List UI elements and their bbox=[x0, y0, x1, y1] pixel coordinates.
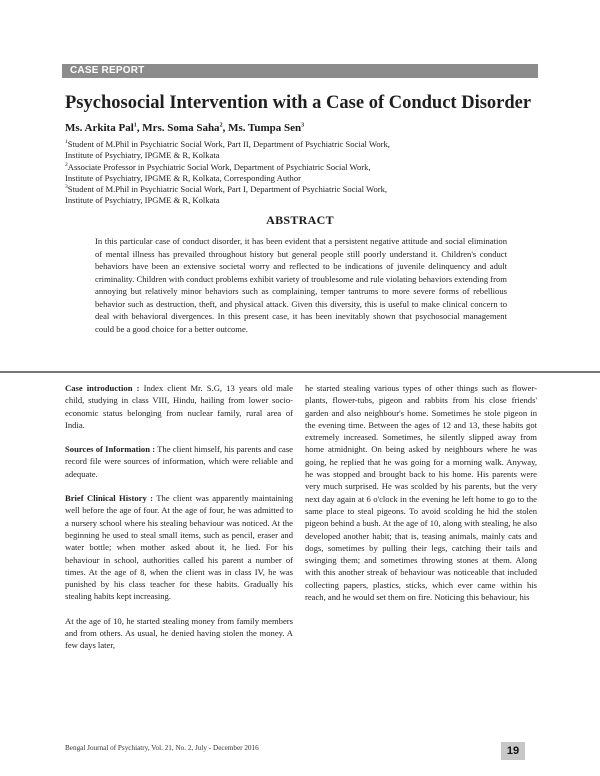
paragraph-heading: Sources of Information : bbox=[65, 444, 156, 455]
body-column-right bbox=[305, 382, 537, 615]
author-sup: 3 bbox=[301, 122, 305, 129]
paragraph: At the age of 10, he started stealing money from family members and from others. As usual, he denied having stolen the money. A few days later, bbox=[65, 615, 293, 651]
abstract-text: In this particular case of conduct disorder, it has been evident that a persistent negative attitude and social elimination of mental illness has prevailed throughout history but general people still poorly understand it. Children's conduct behaviors have been an extensive societal worry and reflected to be indications of juvenile delinquency and adult criminality. Children with conduct problems exhibit variety of troublesome and rule violating behaviors extending from annoying but relatively minor behaviors such as complaining, temper tantrums to more severe forms of rebellious behavior such as destruction, theft, and physical attack. Given this diversity, this is useful to make clinical concern to deal with behavioral divergences. In this present case, it has been inevitably shown that psychosocial management could be a good choice for a better outcome. bbox=[95, 236, 507, 334]
affiliation-3: $^3$Student of M.Phil in Psychiatric Social Work, Part I, Department of Psychiatric Social Work, Institute of Psychiatry, IPGME & R, Kolkata bbox=[65, 184, 388, 206]
abstract-heading: ABSTRACT bbox=[266, 213, 334, 227]
section-label: CASE REPORT bbox=[70, 65, 145, 76]
body-column-left bbox=[65, 382, 293, 664]
paragraph: Brief Clinical History : The client was apparently maintaining well before the age of four. At the age of four, he was admitted to a nursery school where his stealing behaviour was noticed. At the beginning he used to steal small items, such as pencil, eraser and water bottle; when mother asked about it, he lied. For his behaviour in school, authorities called his parent a number of times. At the age of 8, when the client was in class IV, he was punished by his class teacher for these habits. Gradually his stealing habits kept increasing. bbox=[65, 493, 293, 602]
journal-citation: Bengal Journal of Psychiatry, Vol. 21, No. 2, July - December 2016 bbox=[65, 744, 259, 752]
author-sup: 2 bbox=[219, 122, 223, 129]
author-name: Ms. Tumpa Sen bbox=[228, 122, 302, 134]
article-title: Psychosocial Intervention with a Case of Conduct Disorder bbox=[65, 93, 532, 113]
paragraph-heading: Brief Clinical History : bbox=[65, 493, 154, 504]
section-band bbox=[62, 64, 538, 78]
affiliation-2: $^2$Associate Professor in Psychiatric Social Work, Department of Psychiatric Social Work, Institute of Psychiatry, IPGME & R, Kolkata, Corresponding Author bbox=[65, 161, 371, 183]
section-divider bbox=[0, 371, 600, 373]
paragraph: Sources of Information : The client himself, his parents and case record file were sources of information, which were reliable and adequate. bbox=[65, 444, 293, 479]
author-sup: 1 bbox=[133, 122, 137, 129]
author-list: Ms. Arkita Pal$^1$, Mrs. Soma Saha$^2$, Ms. Tumpa Sen$^3$ bbox=[65, 122, 305, 134]
page-number: 19 bbox=[501, 742, 525, 760]
paragraph: he started stealing various types of other things such as flower-plants, flower-tubs, pigeon and rabbits from his close friends' garden and also neighbour's home. Sometimes he stole pigeon in the evening time. Between the ages of 12 and 13, these habits got extremely increased. Sometimes, he silently slipped away from home atmidnight. On being asked by neighbours where he was going, he replied that he was going for a morning walk. Anyway, he was stopped and brought back to his home. His parents were very much surprised. He was scolded by his parents, but the very next day again at 6 o'clock in the evening he left home to go to the same place to steal pigeons. To avoid scolding he hid the stolen pigeon behind a bush. At the age of 10, along with stealing, he also developed another habit; that is, teasing animals, mainly cats and dogs, sometimes by pulling their legs, catching their tails and swinging them; and sometimes throwing stones at them. Along with this another streak of behaviour was noticeable that included collecting papers, plastics, sticks, which ever came within his reach, and he would set them on fire. Noticing this behaviour, his bbox=[305, 383, 537, 603]
paragraph-heading: Case introduction : bbox=[65, 383, 140, 393]
paragraph: Case introduction : Index client Mr. S.G, 13 years old male child, studying in class VIII, Hindu, hailing from lower socio-economic status belonging from nuclear family, rural area of India. bbox=[65, 383, 293, 430]
author-name: Ms. Arkita Pal bbox=[65, 122, 134, 134]
author-name: Mrs. Soma Saha bbox=[142, 122, 220, 134]
affiliation-1: $^1$Student of M.Phil in Psychiatric Social Work, Part II, Department of Psychiatric Social Work, Institute of Psychiatry, IPGME & R, Kolkata bbox=[65, 139, 390, 161]
